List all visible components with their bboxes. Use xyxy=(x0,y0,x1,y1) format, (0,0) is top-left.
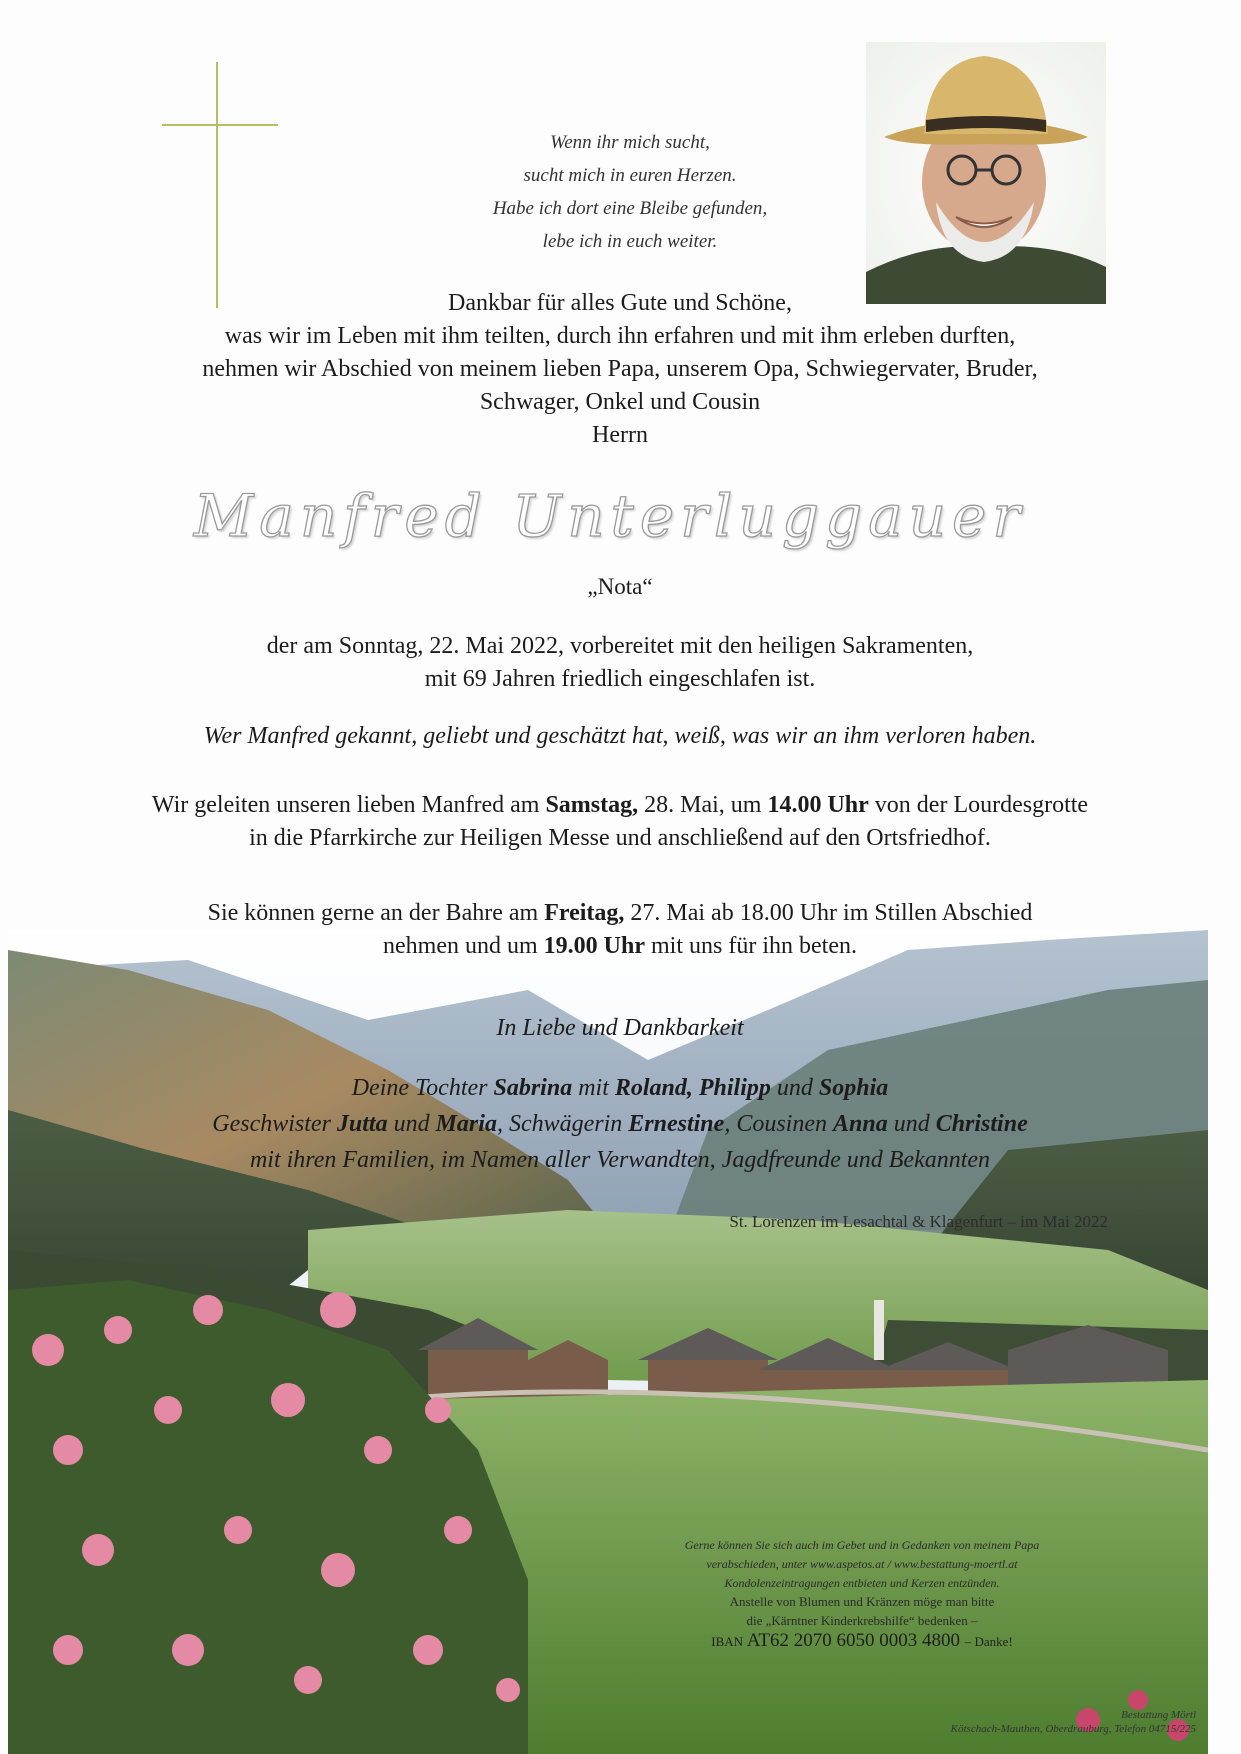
death-line: der am Sonntag, 22. Mai 2022, vorbereitet mit den heiligen Sakramenten, xyxy=(266,633,974,659)
family-line: mit ihren Familien, im Namen aller Verwandten, Jagdfreunde und Bekannten xyxy=(249,1147,991,1173)
intro-line: Schwager, Onkel und Cousin xyxy=(479,389,761,415)
closing xyxy=(60,1012,1180,1045)
intro-line: Herrn xyxy=(592,422,648,448)
viewing-line xyxy=(60,930,1180,963)
death-notice xyxy=(60,630,1180,696)
footer-line: Bestattung Mörtl xyxy=(1121,1709,1196,1721)
iban-label: IBAN xyxy=(711,1634,744,1649)
deceased-name: Manfred Unterluggauer xyxy=(193,482,1027,550)
intro-text xyxy=(60,287,1180,452)
family-name: Sophia xyxy=(818,1075,889,1101)
family-name: Ernestine xyxy=(628,1111,725,1137)
note-line: Kondolenzeintragungen entbieten und Kerzen entzünden. xyxy=(724,1576,1000,1590)
poem-line: lebe ich in euch weiter. xyxy=(542,231,718,252)
funeral-text: von der Lourdesgrotte xyxy=(868,792,1089,818)
viewing-text: mit uns für ihn beten. xyxy=(645,933,857,959)
viewing-line xyxy=(60,897,1180,930)
iban-number: AT62 2070 6050 0003 4800 xyxy=(746,1630,960,1651)
viewing-text: Sie können gerne an der Bahre am xyxy=(207,900,545,926)
poem-line: Habe ich dort eine Bleibe gefunden, xyxy=(492,198,768,219)
deceased-portrait xyxy=(866,42,1106,304)
family-text: und xyxy=(387,1111,436,1137)
family-text: , Schwägerin xyxy=(496,1111,629,1137)
family-name: Anna xyxy=(832,1111,888,1137)
online-condolence-note xyxy=(612,1536,1112,1593)
donation-line: Anstelle von Blumen und Kränzen möge man bitte xyxy=(729,1594,995,1609)
intro-line: Dankbar für alles Gute und Schöne, xyxy=(448,290,792,316)
funeral-home-footer xyxy=(700,1708,1196,1736)
family-text: Geschwister xyxy=(212,1111,337,1137)
cross-icon-bar xyxy=(162,124,278,126)
memorial-quote xyxy=(60,720,1180,753)
cross-icon xyxy=(216,62,218,308)
family-text: und xyxy=(887,1111,936,1137)
family-name: Roland, Philipp xyxy=(614,1075,771,1101)
nickname-text: „Nota“ xyxy=(587,574,653,599)
iban-thanks: – Danke! xyxy=(964,1634,1013,1649)
viewing-text: nehmen und um xyxy=(383,933,544,959)
family-text: , Cousinen xyxy=(724,1111,833,1137)
family-text: und xyxy=(770,1075,819,1101)
note-line: Gerne können Sie sich auch im Gebet und in Gedanken von meinem Papa xyxy=(684,1538,1040,1552)
poem xyxy=(440,126,820,258)
family-name: Christine xyxy=(935,1111,1028,1137)
viewing-day: Freitag, xyxy=(544,900,625,926)
family-list xyxy=(60,1070,1180,1178)
intro-line: nehmen wir Abschied von meinem lieben Papa, unserem Opa, Schwiegervater, Bruder, xyxy=(202,356,1038,382)
family-name: Sabrina xyxy=(493,1075,573,1101)
family-text: mit xyxy=(572,1075,615,1101)
funeral-text: 28. Mai, um xyxy=(638,792,768,818)
funeral-line xyxy=(60,789,1180,822)
family-text: Deine Tochter xyxy=(351,1075,494,1101)
family-name: Jutta xyxy=(336,1111,388,1137)
note-line: verabschieden, unter www.aspetos.at / www.bestattung-moertl.at xyxy=(706,1557,1018,1571)
donation-note xyxy=(612,1592,1112,1630)
funeral-line: in die Pfarrkirche zur Heiligen Messe und anschließend auf den Ortsfriedhof. xyxy=(249,825,991,851)
closing-text: In Liebe und Dankbarkeit xyxy=(496,1015,744,1041)
poem-line: Wenn ihr mich sucht, xyxy=(550,132,710,153)
funeral-day: Samstag, xyxy=(545,792,639,818)
viewing-text: 27. Mai ab 18.00 Uhr im Stillen Abschied xyxy=(624,900,1033,926)
intro-line: was wir im Leben mit ihm teilten, durch ihn erfahren und mit ihm erleben durften, xyxy=(224,323,1016,349)
family-line xyxy=(60,1070,1180,1106)
funeral-time: 14.00 Uhr xyxy=(767,792,869,818)
donation-line: die „Kärntner Kinderkrebshilfe“ bedenken – xyxy=(746,1613,978,1628)
family-name: Maria xyxy=(435,1111,497,1137)
viewing-time: 19.00 Uhr xyxy=(543,933,645,959)
nickname xyxy=(60,570,1180,603)
family-line xyxy=(60,1106,1180,1142)
poem-line: sucht mich in euren Herzen. xyxy=(523,165,737,186)
iban-line xyxy=(612,1630,1112,1652)
viewing-info xyxy=(60,897,1180,963)
funeral-text: Wir geleiten unseren lieben Manfred am xyxy=(151,792,546,818)
funeral-info xyxy=(60,789,1180,855)
quote-line: Wer Manfred gekannt, geliebt und geschätzt hat, weiß, was wir an ihm verloren haben. xyxy=(203,723,1037,749)
footer-line: Kötschach-Mauthen, Oberdrauburg, Telefon 04715/225 xyxy=(950,1723,1196,1735)
place-date: St. Lorenzen im Lesachtal & Klagenfurt – im Mai 2022 xyxy=(729,1212,1108,1231)
death-line: mit 69 Jahren friedlich eingeschlafen ist. xyxy=(424,666,816,692)
